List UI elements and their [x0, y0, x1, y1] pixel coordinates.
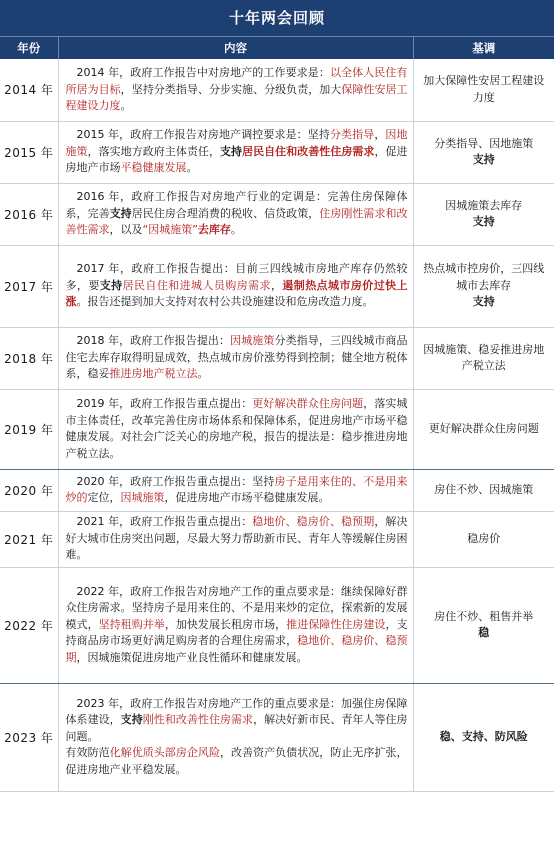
- tone-text: 因城施策、稳妥推进房地产税立法: [423, 342, 545, 372]
- content-text: ，促进房地产市场平稳健康发展。: [164, 491, 330, 504]
- table-row: [0, 245, 554, 327]
- content-text: ，改善资产负债状况，防止无序扩张，促进房地产业平稳发展。: [65, 746, 408, 776]
- tone-cell: [413, 469, 554, 511]
- tone-keyword: 支持: [472, 295, 495, 309]
- table-row: [0, 389, 554, 469]
- content-text: 2020 年，政府工作报告重点提出：坚持: [76, 474, 275, 488]
- review-table: [0, 36, 554, 792]
- content-cell: [58, 683, 413, 791]
- content-text: 2015 年，政府工作报告对房地产调控要求是：坚持: [76, 128, 330, 142]
- highlighted-text: “因城施策”: [142, 223, 198, 237]
- content-text: 居民住房合理消费的税收、信贷政策，: [131, 206, 320, 220]
- year-cell: 2022 年: [0, 567, 58, 683]
- highlighted-text: 推进保障性住房建设: [286, 617, 386, 631]
- header-tone: 基调: [413, 37, 554, 60]
- tone-cell: [413, 567, 554, 683]
- content-text: ，支持商品房市场更好满足购房者的合理住房需求，: [65, 617, 408, 648]
- tone-keyword: 稳: [478, 626, 490, 639]
- highlighted-text: 因城施策: [120, 491, 165, 504]
- table-body: [0, 59, 554, 791]
- content-text: 2014 年，政府工作报告中对房地产的工作要求是：: [76, 66, 330, 79]
- highlighted-text: 房子是用来住的、不是用来炒的: [65, 474, 408, 504]
- tone-keyword: 支持: [472, 215, 495, 228]
- highlighted-text: 因城施策: [230, 334, 275, 348]
- content-cell: [58, 121, 413, 183]
- tone-text: 分类指导、因地施策: [434, 136, 534, 150]
- year-cell: 2017 年: [0, 245, 58, 327]
- year-cell: 2016 年: [0, 183, 58, 245]
- tone-text: 更好解决群众住房问题: [428, 421, 539, 435]
- highlighted-text: 以全体人民住有所居为目标: [65, 66, 408, 96]
- highlighted-text: 更好解决群众住房问题: [252, 397, 364, 410]
- content-text: ，坚持分类指导、分步实施、分级负责，加大: [120, 82, 342, 96]
- tone-cell: [413, 121, 554, 183]
- year-cell: 2018 年: [0, 327, 58, 389]
- content-text: ，落实地方政府主体责任，: [87, 144, 220, 158]
- content-text: 2019 年，政府工作报告重点提出：: [76, 397, 253, 410]
- content-text: 2017 年，政府工作报告提出：目前三四线城市房地产库存仍然较多，要: [65, 262, 408, 292]
- content-text: 2023 年，政府工作报告对房地产工作的重点要求是：加强住房保障体系建设，: [65, 696, 408, 727]
- content-text: ，促进房地产市场: [65, 144, 408, 175]
- content-cell: [58, 469, 413, 511]
- content-text: 。报告还提到加大支持对农村公共设施建设和危房改造力度。: [76, 295, 374, 309]
- year-cell: 2023 年: [0, 683, 58, 791]
- table-row: [0, 511, 554, 567]
- tone-text: 房住不炒、因城施策: [434, 482, 534, 496]
- tone-text: 房住不炒、租售并举: [434, 609, 534, 623]
- tone-keyword: 支持: [472, 153, 495, 166]
- highlighted-text: 坚持租购并举: [98, 617, 165, 631]
- content-text: ，以及: [109, 223, 143, 237]
- highlighted-text: 平稳健康发展: [120, 161, 187, 175]
- tone-cell: [413, 327, 554, 389]
- content-cell: [58, 389, 413, 469]
- content-text: 。: [197, 367, 209, 381]
- table-header-row: [0, 37, 554, 60]
- tone-text: 稳房价: [467, 531, 501, 545]
- table-row: [0, 121, 554, 183]
- year-cell: 2020 年: [0, 469, 58, 511]
- content-text: ，解决好大城市住房突出问题，尽最大努力帮助新市民、青年人等缓解住房困难。: [65, 515, 408, 562]
- content-cell: [58, 511, 413, 567]
- content-text: ，因城施策促进房地产业良性循环和健康发展。: [76, 650, 308, 664]
- content-text: ，解决好新市民、青年人等住房问题。: [65, 713, 408, 743]
- highlighted-text: 住房刚性需求和改善性需求: [65, 206, 408, 237]
- highlighted-text: 推进房地产税立法: [109, 367, 198, 381]
- highlighted-text: 遏制热点城市房价过快上涨: [65, 278, 408, 309]
- table-row: [0, 59, 554, 121]
- content-text: ，加快发展长租房市场，: [164, 617, 287, 631]
- table-row: [0, 567, 554, 683]
- content-text: 2018 年，政府工作报告提出：: [76, 334, 231, 348]
- highlighted-text: 居民自住和改善性住房需求: [242, 144, 375, 158]
- content-cell: [58, 245, 413, 327]
- content-text: 有效防范: [65, 746, 110, 760]
- content-text: 支持: [219, 144, 243, 158]
- highlighted-text: 居民自住和进城人员购房需求: [122, 278, 271, 292]
- tone-text: 热点城市控房价，三四线城市去库存: [423, 262, 545, 292]
- year-cell: 2019 年: [0, 389, 58, 469]
- content-text: ，: [270, 278, 283, 292]
- table-row: [0, 469, 554, 511]
- header-year: 年份: [0, 37, 58, 60]
- tone-cell: [413, 245, 554, 327]
- highlighted-text: 保障性安居工程建设力度: [65, 82, 408, 112]
- highlighted-text: 刚性和改善性住房需求: [142, 713, 254, 727]
- tone-cell: [413, 511, 554, 567]
- highlighted-text: 化解优质头部房企风险: [109, 746, 220, 760]
- content-text: 分类指导，三四线城市商品住宅去库存取得明显成效，热点城市房价涨势得到控制；健全地方税体系，稳妥: [65, 334, 408, 381]
- content-text: 支持: [109, 206, 132, 220]
- table-title: 十年两会回顾: [0, 0, 554, 36]
- content-text: 支持: [99, 278, 123, 292]
- content-cell: [58, 183, 413, 245]
- content-text: 支持: [120, 713, 143, 727]
- highlighted-text: 稳地价、稳房价、稳预期: [252, 515, 375, 529]
- content-text: 。: [230, 223, 242, 237]
- highlighted-text: 分类指导: [329, 128, 375, 142]
- table-row: [0, 327, 554, 389]
- content-text: 。: [120, 99, 132, 112]
- highlighted-text: 去库存: [197, 223, 231, 237]
- content-cell: [58, 59, 413, 121]
- header-content: 内容: [58, 37, 413, 60]
- content-text: 。: [186, 161, 198, 175]
- content-text: 2022 年，政府工作报告对房地产工作的重点要求是：继续保障好群众住房需求。坚持房子是用来住的、不是用来炒的定位，探索新的发展模式，: [65, 584, 408, 631]
- year-cell: 2014 年: [0, 59, 58, 121]
- tone-cell: [413, 683, 554, 791]
- tone-cell: [413, 389, 554, 469]
- year-cell: 2015 年: [0, 121, 58, 183]
- content-cell: [58, 567, 413, 683]
- year-cell: 2021 年: [0, 511, 58, 567]
- table-row: [0, 183, 554, 245]
- content-text: ，落实城市主体责任，改革完善住房市场体系和保障体系，促进房地产市场平稳健康发展。对社会广泛关心的房地产税，报告的提法是：稳步推进房地产税立法。: [65, 397, 408, 460]
- tone-text: 因城施策去库存: [445, 198, 523, 212]
- tone-keyword: 稳、支持、防风险: [439, 729, 528, 743]
- content-text: 2021 年，政府工作报告重点提出：: [76, 515, 253, 529]
- highlighted-text: 因地施策: [65, 128, 408, 158]
- tone-text: 加大保障性安居工程建设力度: [423, 74, 545, 104]
- table-row: [0, 683, 554, 791]
- content-text: 2016 年，政府工作报告对房地产行业的定调是：完善住房保障体系，完善: [65, 190, 408, 220]
- tone-cell: [413, 183, 554, 245]
- highlighted-text: 稳地价、稳房价、稳预期: [65, 634, 408, 664]
- content-text: ，: [374, 128, 386, 142]
- content-cell: [58, 327, 413, 389]
- content-text: 定位，: [87, 491, 121, 504]
- tone-cell: [413, 59, 554, 121]
